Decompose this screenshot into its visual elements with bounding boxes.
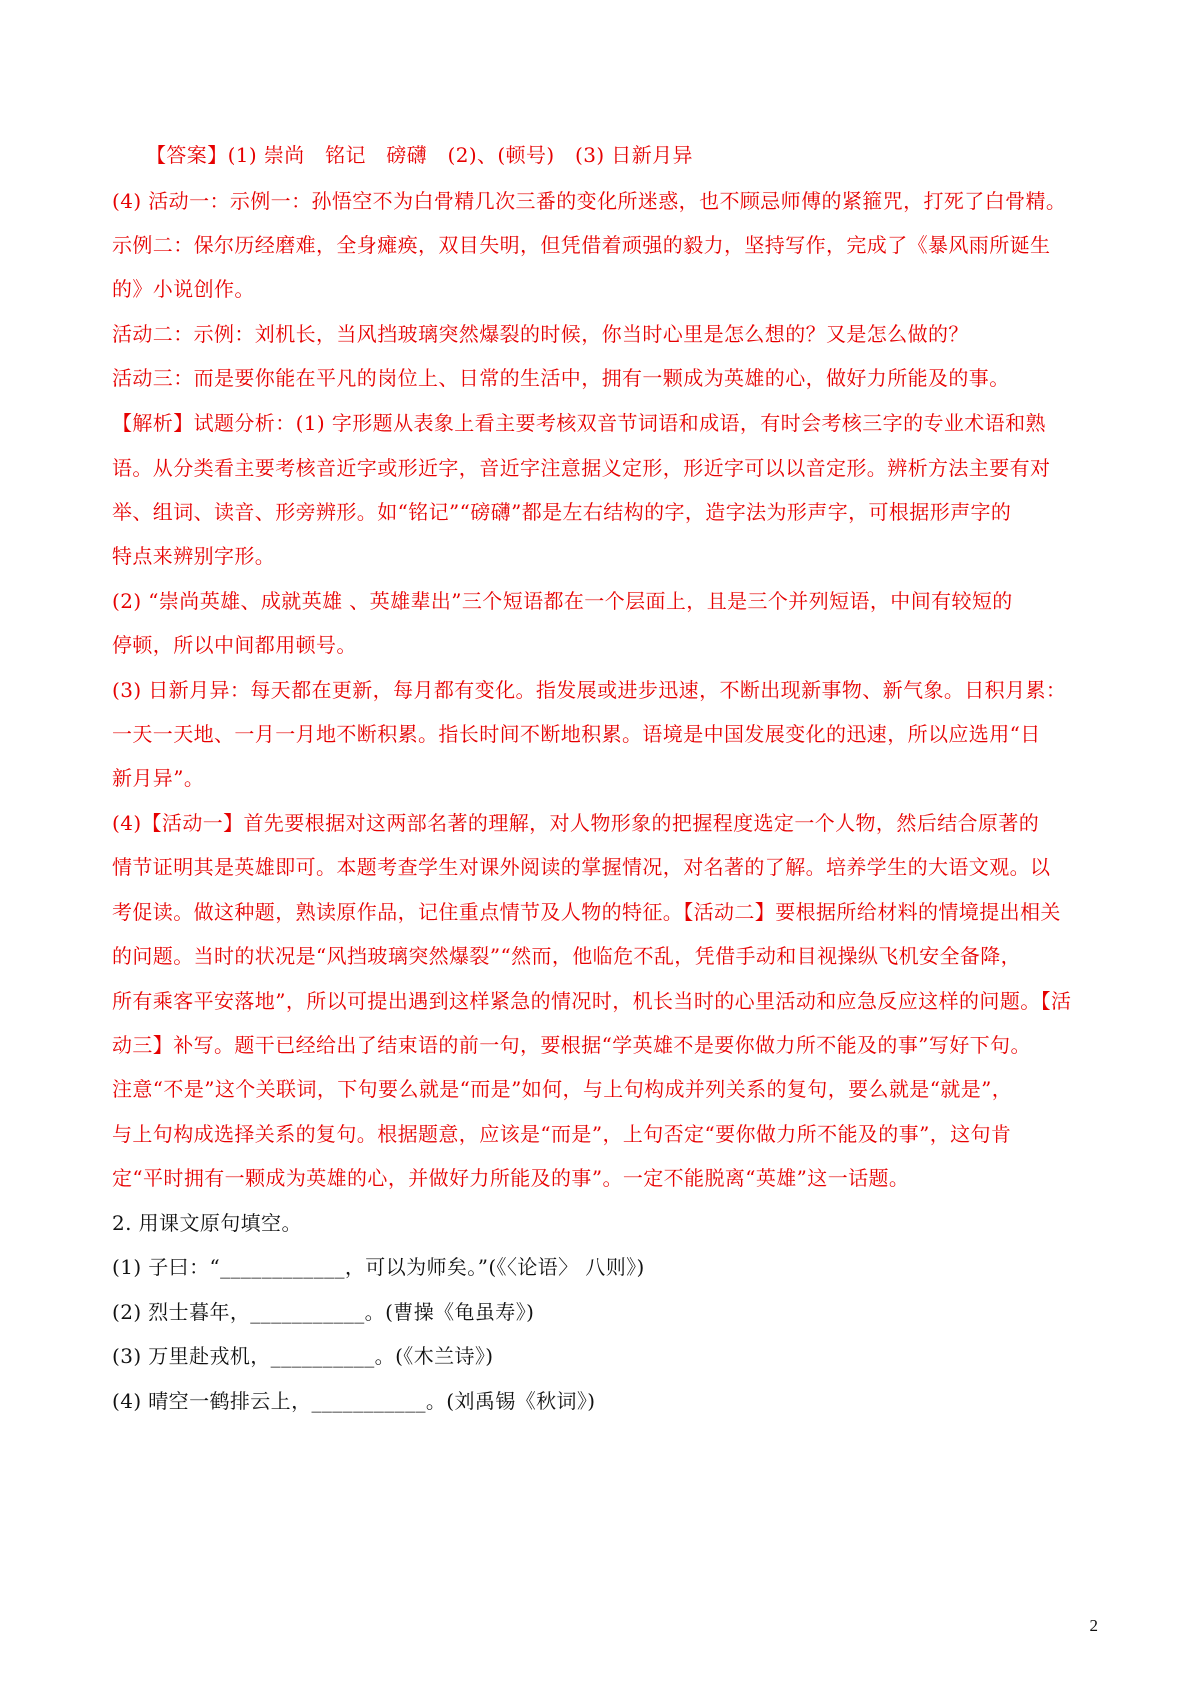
analysis-line: 的问题。当时的状况是“风挡玻璃突然爆裂”“然而，他临危不乱，凭借手动和目视操纵飞机安全备降， [112,944,1022,968]
analysis-line: 【解析】试题分析：(1) 字形题从表象上看主要考核双音节词语和成语，有时会考核三字的专业术语和熟 [112,411,1046,435]
analysis-line: (3) 日新月异：每天都在更新，每月都有变化。指发展或进步迅速，不断出现新事物、新气象。日积月累： [112,678,1067,702]
question-2-item: (4) 晴空一鹤排云上，___________。(刘禹锡《秋词》) [112,1389,596,1413]
page-number: 2 [1089,1616,1098,1635]
question-2-item: (3) 万里赴戎机，__________。(《木兰诗》) [112,1344,494,1368]
analysis-line: 情节证明其是英雄即可。本题考查学生对课外阅读的掌握情况，对名著的了解。培养学生的大语文观。以 [112,855,1051,879]
answer-line-4: 的》小说创作。 [112,277,255,301]
answer-line-3: 示例二：保尔历经磨难，全身瘫痪，双目失明，但凭借着顽强的毅力，坚持写作，完成了《暴风雨所诞生 [112,233,1051,257]
analysis-line: 语。从分类看主要考核音近字或形近字，音近字注意据义定形，形近字可以以音定形。辨析方法主要有对 [112,456,1051,480]
analysis-line: 与上句构成选择关系的复句。根据题意，应该是“而是”，上句否定“要你做力所不能及的事”，这句肯 [112,1122,1012,1146]
analysis-line: 动三】补写。题干已经给出了结束语的前一句，要根据“学英雄不是要你做力所不能及的事”写好下句。 [112,1033,1031,1057]
answer-line-6: 活动三：而是要你能在平凡的岗位上、日常的生活中，拥有一颗成为英雄的心，做好力所能及的事。 [112,366,1010,390]
analysis-line: (4)【活动一】首先要根据对这两部名著的理解，对人物形象的把握程度选定一个人物，然后结合原著的 [112,811,1040,835]
analysis-line: 停顿，所以中间都用顿号。 [112,633,357,657]
analysis-line: 考促读。做这种题，熟读原作品，记住重点情节及人物的特征。【活动二】要根据所给材料的情境提出相关 [112,900,1061,924]
analysis-line: 注意“不是”这个关联词，下句要么就是“而是”如何，与上句构成并列关系的复句，要么就是“就是”， [112,1077,1013,1101]
analysis-line: (2) “崇尚英雄、成就英雄 、英雄辈出”三个短语都在一个层面上，且是三个并列短语，中间有较短的 [112,589,1013,613]
analysis-line: 新月异”。 [112,766,205,790]
analysis-line: 一天一天地、一月一月地不断积累。指长时间不断地积累。语境是中国发展变化的迅速，所以应选用“日 [112,722,1041,746]
analysis-line: 举、组词、读音、形旁辨形。如“铭记”“磅礴”都是左右结构的字，造字法为形声字，可根据形声字的 [112,500,1012,524]
answer-line-1: 【答案】(1) 崇尚 铭记 磅礴 (2)、(顿号) (3) 日新月异 [146,143,693,167]
analysis-line: 特点来辨别字形。 [112,544,276,568]
analysis-line: 所有乘客平安落地”，所以可提出遇到这样紧急的情况时，机长当时的心里活动和应急反应这样的问题。【活 [112,989,1072,1013]
question-2-item: (2) 烈士暮年，___________。(曹操《龟虽寿》) [112,1300,535,1324]
answer-line-5: 活动二：示例：刘机长，当风挡玻璃突然爆裂的时候，你当时心里是怎么想的？又是怎么做的？ [112,322,969,346]
answer-line-2: (4) 活动一：示例一：孙悟空不为白骨精几次三番的变化所迷惑，也不顾忌师傅的紧箍咒，打死了白骨精。 [112,189,1067,213]
question-2-title: 2. 用课文原句填空。 [112,1211,302,1235]
analysis-line: 定“平时拥有一颗成为英雄的心，并做好力所能及的事”。一定不能脱离“英雄”这一话题。 [112,1166,910,1190]
question-2-item: (1) 子曰：“____________，可以为师矣。”(《〈论语〉 八则》) [112,1255,645,1279]
